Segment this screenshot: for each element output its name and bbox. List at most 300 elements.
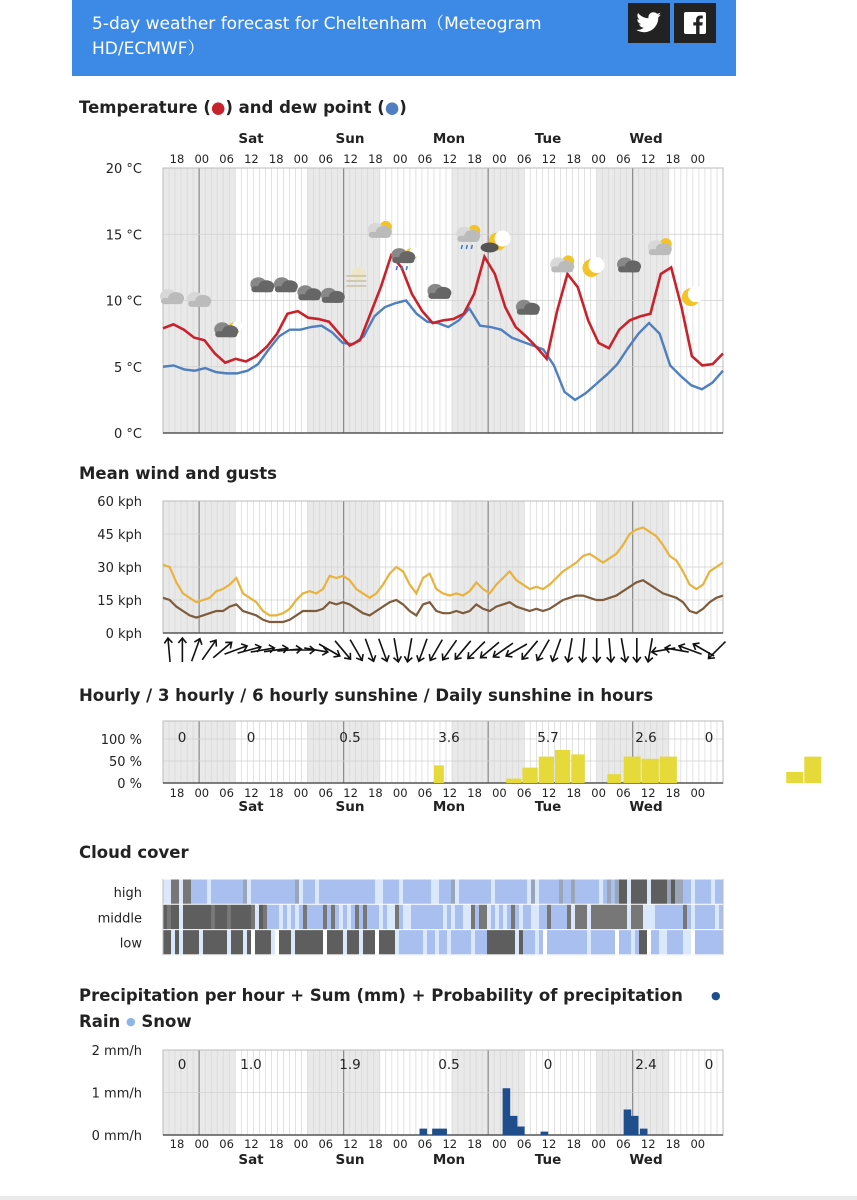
cloud-cell-low	[551, 930, 556, 955]
hour-label: 06	[318, 786, 334, 800]
cloud-cell-low	[591, 930, 596, 955]
hour-label: 00	[194, 152, 210, 166]
cloud-cell-low	[279, 930, 284, 955]
precip-bar	[439, 1129, 447, 1135]
cloud-cell-low	[543, 930, 548, 955]
cloud-cell-low	[559, 930, 564, 955]
cloud-cell-low	[207, 930, 212, 955]
hour-label: 00	[690, 786, 706, 800]
cloud-cell-middle	[247, 904, 252, 929]
footer-divider	[0, 1196, 857, 1200]
day-label: Sat	[238, 131, 264, 147]
hour-label: 18	[566, 152, 582, 166]
cloud-cell-low	[715, 930, 720, 955]
cloud-cell-middle	[219, 904, 224, 929]
cloud-cell-high	[403, 879, 408, 904]
hour-label: 06	[219, 1137, 234, 1151]
wind-direction-arrow	[375, 637, 391, 662]
cloud-cell-high	[711, 879, 716, 904]
cloud-cell-low	[619, 930, 624, 955]
cloud-cell-high	[263, 879, 268, 904]
cloud-cell-low	[219, 930, 224, 955]
cloud-cell-low	[459, 930, 464, 955]
cloud-cell-low	[643, 930, 648, 955]
cloud-cell-high	[531, 879, 536, 904]
cloud-cell-high	[499, 879, 504, 904]
cloud-base	[275, 286, 297, 292]
hour-label: 06	[417, 1137, 433, 1151]
cloud-cell-middle	[639, 904, 644, 929]
cloud-cell-low	[211, 930, 216, 955]
cloud-cell-low	[447, 930, 452, 955]
arrow-shaft	[709, 642, 726, 659]
cloud-cell-low	[583, 930, 588, 955]
cloud-cell-high	[295, 879, 300, 904]
cloud-cell-high	[315, 879, 320, 904]
cloud-cell-high	[483, 879, 488, 904]
cloud-cell-low	[607, 930, 612, 955]
cloud-cell-low	[515, 930, 520, 955]
cloud-cell-high	[319, 879, 324, 904]
y-tick-label: 15 kph	[97, 594, 142, 609]
wind-direction-arrow	[593, 638, 601, 662]
cloud-cell-low	[199, 930, 204, 955]
cloud-cell-low	[487, 930, 492, 955]
wind-direction-arrow	[605, 638, 615, 663]
hour-label: 06	[417, 152, 433, 166]
cloud-base	[428, 293, 450, 299]
cloud-cell-high	[667, 879, 672, 904]
cloud-cell-high	[203, 879, 208, 904]
cloud-cell-low	[679, 930, 684, 955]
cloud-cell-middle	[667, 904, 672, 929]
hour-label: 18	[566, 1137, 582, 1151]
cloud-cell-high	[211, 879, 216, 904]
day-label: Mon	[432, 799, 466, 815]
cloud-cell-low	[523, 930, 528, 955]
cloud-cell-middle	[451, 904, 456, 929]
cloud-cell-middle	[599, 904, 604, 929]
cloud-cell-low	[255, 930, 260, 955]
hour-label: 00	[492, 1137, 507, 1151]
cloud-cell-high	[539, 879, 544, 904]
cloud-cell-high	[615, 879, 620, 904]
cloud-cell-middle	[319, 904, 324, 929]
cloud-cell-low	[635, 930, 640, 955]
cloud-cell-middle	[551, 904, 556, 929]
cloud-cell-low	[275, 930, 280, 955]
cloud-cell-high	[387, 879, 392, 904]
cloud-cell-high	[427, 879, 432, 904]
cloud-cell-low	[379, 930, 384, 955]
day-label: Sat	[238, 1152, 264, 1168]
cloud-cell-high	[335, 879, 340, 904]
cloud-cell-high	[647, 879, 652, 904]
cloud-cell-low	[319, 930, 324, 955]
hour-label: 18	[467, 1137, 482, 1151]
cloud-cell-high	[419, 879, 424, 904]
hour-label: 00	[293, 1137, 309, 1151]
hour-label: 00	[194, 786, 210, 800]
cloud-cell-middle	[239, 904, 244, 929]
cloud-cell-high	[207, 879, 212, 904]
cloud-cell-low	[407, 930, 412, 955]
cloud-cell-low	[251, 930, 256, 955]
hour-label: 06	[219, 152, 234, 166]
cloud-cell-middle	[187, 904, 192, 929]
cloud-cell-middle	[583, 904, 588, 929]
sunshine-bar	[506, 779, 521, 783]
cloud-cell-middle	[343, 904, 348, 929]
hour-label: 00	[591, 1137, 606, 1151]
cloud-cell-high	[267, 879, 272, 904]
cloud-cell-high	[455, 879, 460, 904]
cloud-cell-low	[599, 930, 604, 955]
sunshine-bar	[571, 754, 584, 783]
hour-label: 00	[690, 152, 706, 166]
cloud-base	[551, 266, 573, 272]
cloud-cell-low	[203, 930, 208, 955]
cloud-cell-low	[623, 930, 628, 955]
cloud-cell-middle	[195, 904, 200, 929]
cloud-cell-middle	[543, 904, 548, 929]
precip-bar	[432, 1129, 440, 1135]
cloud-cell-middle	[531, 904, 536, 929]
cloud-cell-low	[295, 930, 300, 955]
cloud-cell-middle	[439, 904, 444, 929]
cloud-cell-high	[227, 879, 232, 904]
cloud-cell-middle	[695, 904, 700, 929]
cloud-cell-middle	[379, 904, 384, 929]
hour-label: 06	[516, 1137, 532, 1151]
cloud-cell-middle	[303, 904, 308, 929]
cloud-cell-low	[391, 930, 396, 955]
cloud-cell-middle	[535, 904, 540, 929]
wind-direction-arrow	[651, 644, 676, 656]
y-tick-label: 20 °C	[105, 162, 142, 177]
cloud-cell-middle	[475, 904, 480, 929]
cloud-cell-low	[419, 930, 424, 955]
snow-legend-dot: ●	[126, 1015, 136, 1028]
wind-direction-arrow	[549, 637, 565, 662]
hour-label: 12	[442, 786, 458, 800]
cloud-cell-low	[631, 930, 636, 955]
fog-band	[346, 285, 366, 287]
cloud-cell-low	[259, 930, 264, 955]
cloud-cell-high	[543, 879, 548, 904]
cloud-cell-middle	[431, 904, 436, 929]
cloud-cell-low	[291, 930, 296, 955]
temperature-title: Temperature (●) and dew point (●)	[79, 98, 407, 117]
sunshine-bar	[624, 757, 641, 783]
sunshine-bar	[434, 765, 444, 783]
hour-label: 12	[541, 1137, 557, 1151]
cloud-cell-middle	[679, 904, 684, 929]
cloud-cell-middle	[299, 904, 304, 929]
cloud-base	[188, 301, 210, 307]
cloud-cell-high	[715, 879, 720, 904]
cloud-cell-middle	[715, 904, 720, 929]
cloud-cell-middle	[351, 904, 356, 929]
cloud-cell-low	[443, 930, 448, 955]
cloud-cell-high	[459, 879, 464, 904]
cloud-cell-middle	[279, 904, 284, 929]
cloud-cell-middle	[287, 904, 292, 929]
cloud-cell-middle	[523, 904, 528, 929]
cloud-cell-high	[487, 879, 492, 904]
cloud-cell-high	[423, 879, 428, 904]
cloud-cell-low	[603, 930, 608, 955]
cloud-cell-low	[435, 930, 440, 955]
moon-cut	[688, 286, 704, 302]
hour-label: 06	[616, 1137, 631, 1151]
moon-cut	[589, 257, 605, 273]
wind-direction-arrow	[332, 638, 354, 662]
cloud-cell-high	[579, 879, 584, 904]
cloud-base	[161, 298, 183, 304]
cloud-cell-low	[187, 930, 192, 955]
cloud-cell-high	[699, 879, 704, 904]
daily-sunshine-total: 0	[177, 730, 187, 746]
cloud-cell-middle	[479, 904, 484, 929]
arrow-shaft	[430, 640, 442, 661]
cloud-cell-middle	[671, 904, 676, 929]
hour-label: 18	[467, 786, 482, 800]
cloud-cell-low	[439, 930, 444, 955]
cloud-cell-middle	[175, 904, 180, 929]
fog-band	[346, 275, 366, 277]
cloud-cell-low	[331, 930, 336, 955]
cloud-base	[517, 309, 539, 315]
cloud-cell-low	[503, 930, 508, 955]
cloud-cell-high	[475, 879, 480, 904]
cloud-cell-middle	[383, 904, 388, 929]
day-label: Tue	[534, 799, 562, 815]
cloud-cell-middle	[443, 904, 448, 929]
cloud-cell-low	[483, 930, 488, 955]
cloud-cell-high	[703, 879, 708, 904]
cloud-cell-high	[175, 879, 180, 904]
cloud-cell-low	[639, 930, 644, 955]
cloud-cell-high	[563, 879, 568, 904]
cloud-cell-high	[551, 879, 556, 904]
y-tick-label: 60 kph	[97, 495, 142, 510]
cloud-cell-middle	[527, 904, 532, 929]
arrow-shaft	[443, 640, 457, 660]
cloud-cell-high	[179, 879, 184, 904]
sunshine-bar	[607, 774, 620, 783]
cloud-cell-low	[563, 930, 568, 955]
rain-drop	[396, 266, 397, 270]
cloud-cell-low	[671, 930, 676, 955]
cloud-cell-low	[335, 930, 340, 955]
cloud-cell-high	[399, 879, 404, 904]
cloud-cell-low	[495, 930, 500, 955]
wind-direction-arrow	[390, 637, 402, 662]
cloud-base	[618, 266, 640, 272]
cloud-cell-middle	[499, 904, 504, 929]
cloud-cell-middle	[463, 904, 468, 929]
night-band	[362, 721, 380, 783]
cloud-cell-middle	[267, 904, 272, 929]
cloud-cell-high	[479, 879, 484, 904]
cloud-cell-high	[191, 879, 196, 904]
cloud-cell-high	[415, 879, 420, 904]
cloud-cell-middle	[215, 904, 220, 929]
cloud-cell-middle	[699, 904, 704, 929]
hour-label: 06	[318, 152, 334, 166]
hour-label: 18	[566, 786, 582, 800]
cloud-cell-middle	[243, 904, 248, 929]
cloud-cell-middle	[235, 904, 240, 929]
cloud-cell-middle	[259, 904, 264, 929]
cloud-cell-low	[707, 930, 712, 955]
cloud-cell-middle	[331, 904, 336, 929]
cloud-cell-middle	[271, 904, 276, 929]
daily-precip-total: 0.5	[438, 1057, 460, 1073]
cloud-cell-high	[163, 879, 168, 904]
cloud-cell-high	[411, 879, 416, 904]
cloud-cell-low	[347, 930, 352, 955]
cloud-cell-middle	[687, 904, 692, 929]
cloud-cell-low	[579, 930, 584, 955]
wind-direction-arrow	[164, 638, 174, 663]
hour-label: 06	[616, 786, 631, 800]
hour-label: 18	[665, 152, 681, 166]
day-label: Sun	[335, 131, 365, 147]
cloud-cell-low	[367, 930, 372, 955]
cloud-cell-low	[171, 930, 176, 955]
cloud-cell-high	[183, 879, 188, 904]
cloud-cell-middle	[711, 904, 716, 929]
hour-label: 12	[244, 152, 259, 166]
hour-label: 12	[442, 152, 458, 166]
cloud-cell-high	[367, 879, 372, 904]
cloud-cover-title: Cloud cover	[79, 843, 189, 862]
moon-cut	[495, 231, 511, 247]
cloud-cell-middle	[591, 904, 596, 929]
cloud-cell-high	[287, 879, 292, 904]
cloud-cell-middle	[619, 904, 624, 929]
hour-label: 12	[343, 1137, 358, 1151]
cloud-cell-middle	[587, 904, 592, 929]
night-band	[470, 721, 488, 783]
daily-sunshine-total: 0	[704, 730, 714, 746]
cloud-cell-high	[323, 879, 328, 904]
day-label: Tue	[534, 131, 562, 147]
cloud-cell-low	[699, 930, 704, 955]
cloud-base	[298, 294, 320, 300]
night-band	[199, 721, 217, 783]
cloud-cell-middle	[487, 904, 492, 929]
cloud-cell-high	[519, 879, 524, 904]
hour-label: 18	[467, 152, 482, 166]
cloud-cell-low	[371, 930, 376, 955]
cloud-cell-high	[379, 879, 384, 904]
hour-label: 06	[417, 786, 433, 800]
hour-label: 18	[169, 786, 185, 800]
cloud-cell-high	[451, 879, 456, 904]
wind-direction-arrow	[617, 637, 629, 662]
cloud-cell-middle	[563, 904, 568, 929]
cloud-cell-low	[267, 930, 272, 955]
cloud-cell-high	[671, 879, 676, 904]
cloud-cell-middle	[179, 904, 184, 929]
sunshine-bar	[555, 750, 570, 783]
cloud-cell-middle	[315, 904, 320, 929]
cloud-cell-low	[375, 930, 380, 955]
cloud-cell-high	[595, 879, 600, 904]
cloud-cell-low	[471, 930, 476, 955]
cloud-cell-middle	[391, 904, 396, 929]
cloud-cell-middle	[595, 904, 600, 929]
cloud-cell-middle	[515, 904, 520, 929]
cloud-cell-high	[275, 879, 280, 904]
cloud-cell-middle	[411, 904, 416, 929]
wind-direction-arrow	[199, 638, 219, 662]
cloud-cell-low	[271, 930, 276, 955]
cloud-cell-low	[191, 930, 196, 955]
cloud-cell-middle	[171, 904, 176, 929]
cloud-cell-high	[395, 879, 400, 904]
cloud-cell-high	[291, 879, 296, 904]
cloud-cell-middle	[367, 904, 372, 929]
cloud-cell-high	[591, 879, 596, 904]
cloud-cell-high	[283, 879, 288, 904]
night-band	[597, 721, 615, 783]
cloud-cell-middle	[223, 904, 228, 929]
cloud-cell-middle	[603, 904, 608, 929]
hour-label: 12	[442, 1137, 458, 1151]
day-label: Wed	[629, 1152, 663, 1168]
precipitation-legend: Rain ● Snow	[79, 1012, 192, 1031]
cloud-cell-high	[695, 879, 700, 904]
cloud-cell-low	[711, 930, 716, 955]
cloud-cell-middle	[395, 904, 400, 929]
hour-label: 18	[268, 1137, 284, 1151]
day-label: Tue	[534, 1152, 562, 1168]
cloud-base	[322, 297, 344, 303]
cloud-cell-low	[507, 930, 512, 955]
cloud-cell-middle	[427, 904, 432, 929]
cloud-cell-low	[659, 930, 664, 955]
sunshine-bar	[539, 757, 554, 783]
cloud-cell-middle	[567, 904, 572, 929]
cloud-cell-high	[535, 879, 540, 904]
cloud-cell-middle	[419, 904, 424, 929]
cloud-cell-high	[623, 879, 628, 904]
cloud-cell-high	[271, 879, 276, 904]
arrow-shaft	[609, 638, 611, 662]
wind-direction-arrow	[223, 642, 248, 658]
cloud-cell-low	[303, 930, 308, 955]
cloud-cell-middle	[547, 904, 552, 929]
cloud-cell-middle	[375, 904, 380, 929]
hour-label: 12	[640, 786, 656, 800]
cloud-cell-middle	[191, 904, 196, 929]
cloud-cell-middle	[183, 904, 188, 929]
cloud-cell-high	[691, 879, 696, 904]
cloud-base	[649, 249, 671, 255]
y-tick-label: 0 mm/h	[91, 1129, 142, 1144]
daily-sunshine-total: 0	[246, 730, 256, 746]
cloud-cell-middle	[491, 904, 496, 929]
precip-bar	[541, 1132, 549, 1135]
cloud-shape	[481, 243, 499, 253]
cloud-cell-middle	[435, 904, 440, 929]
cloud-layer-label: high	[113, 886, 142, 901]
cloud-cell-high	[351, 879, 356, 904]
